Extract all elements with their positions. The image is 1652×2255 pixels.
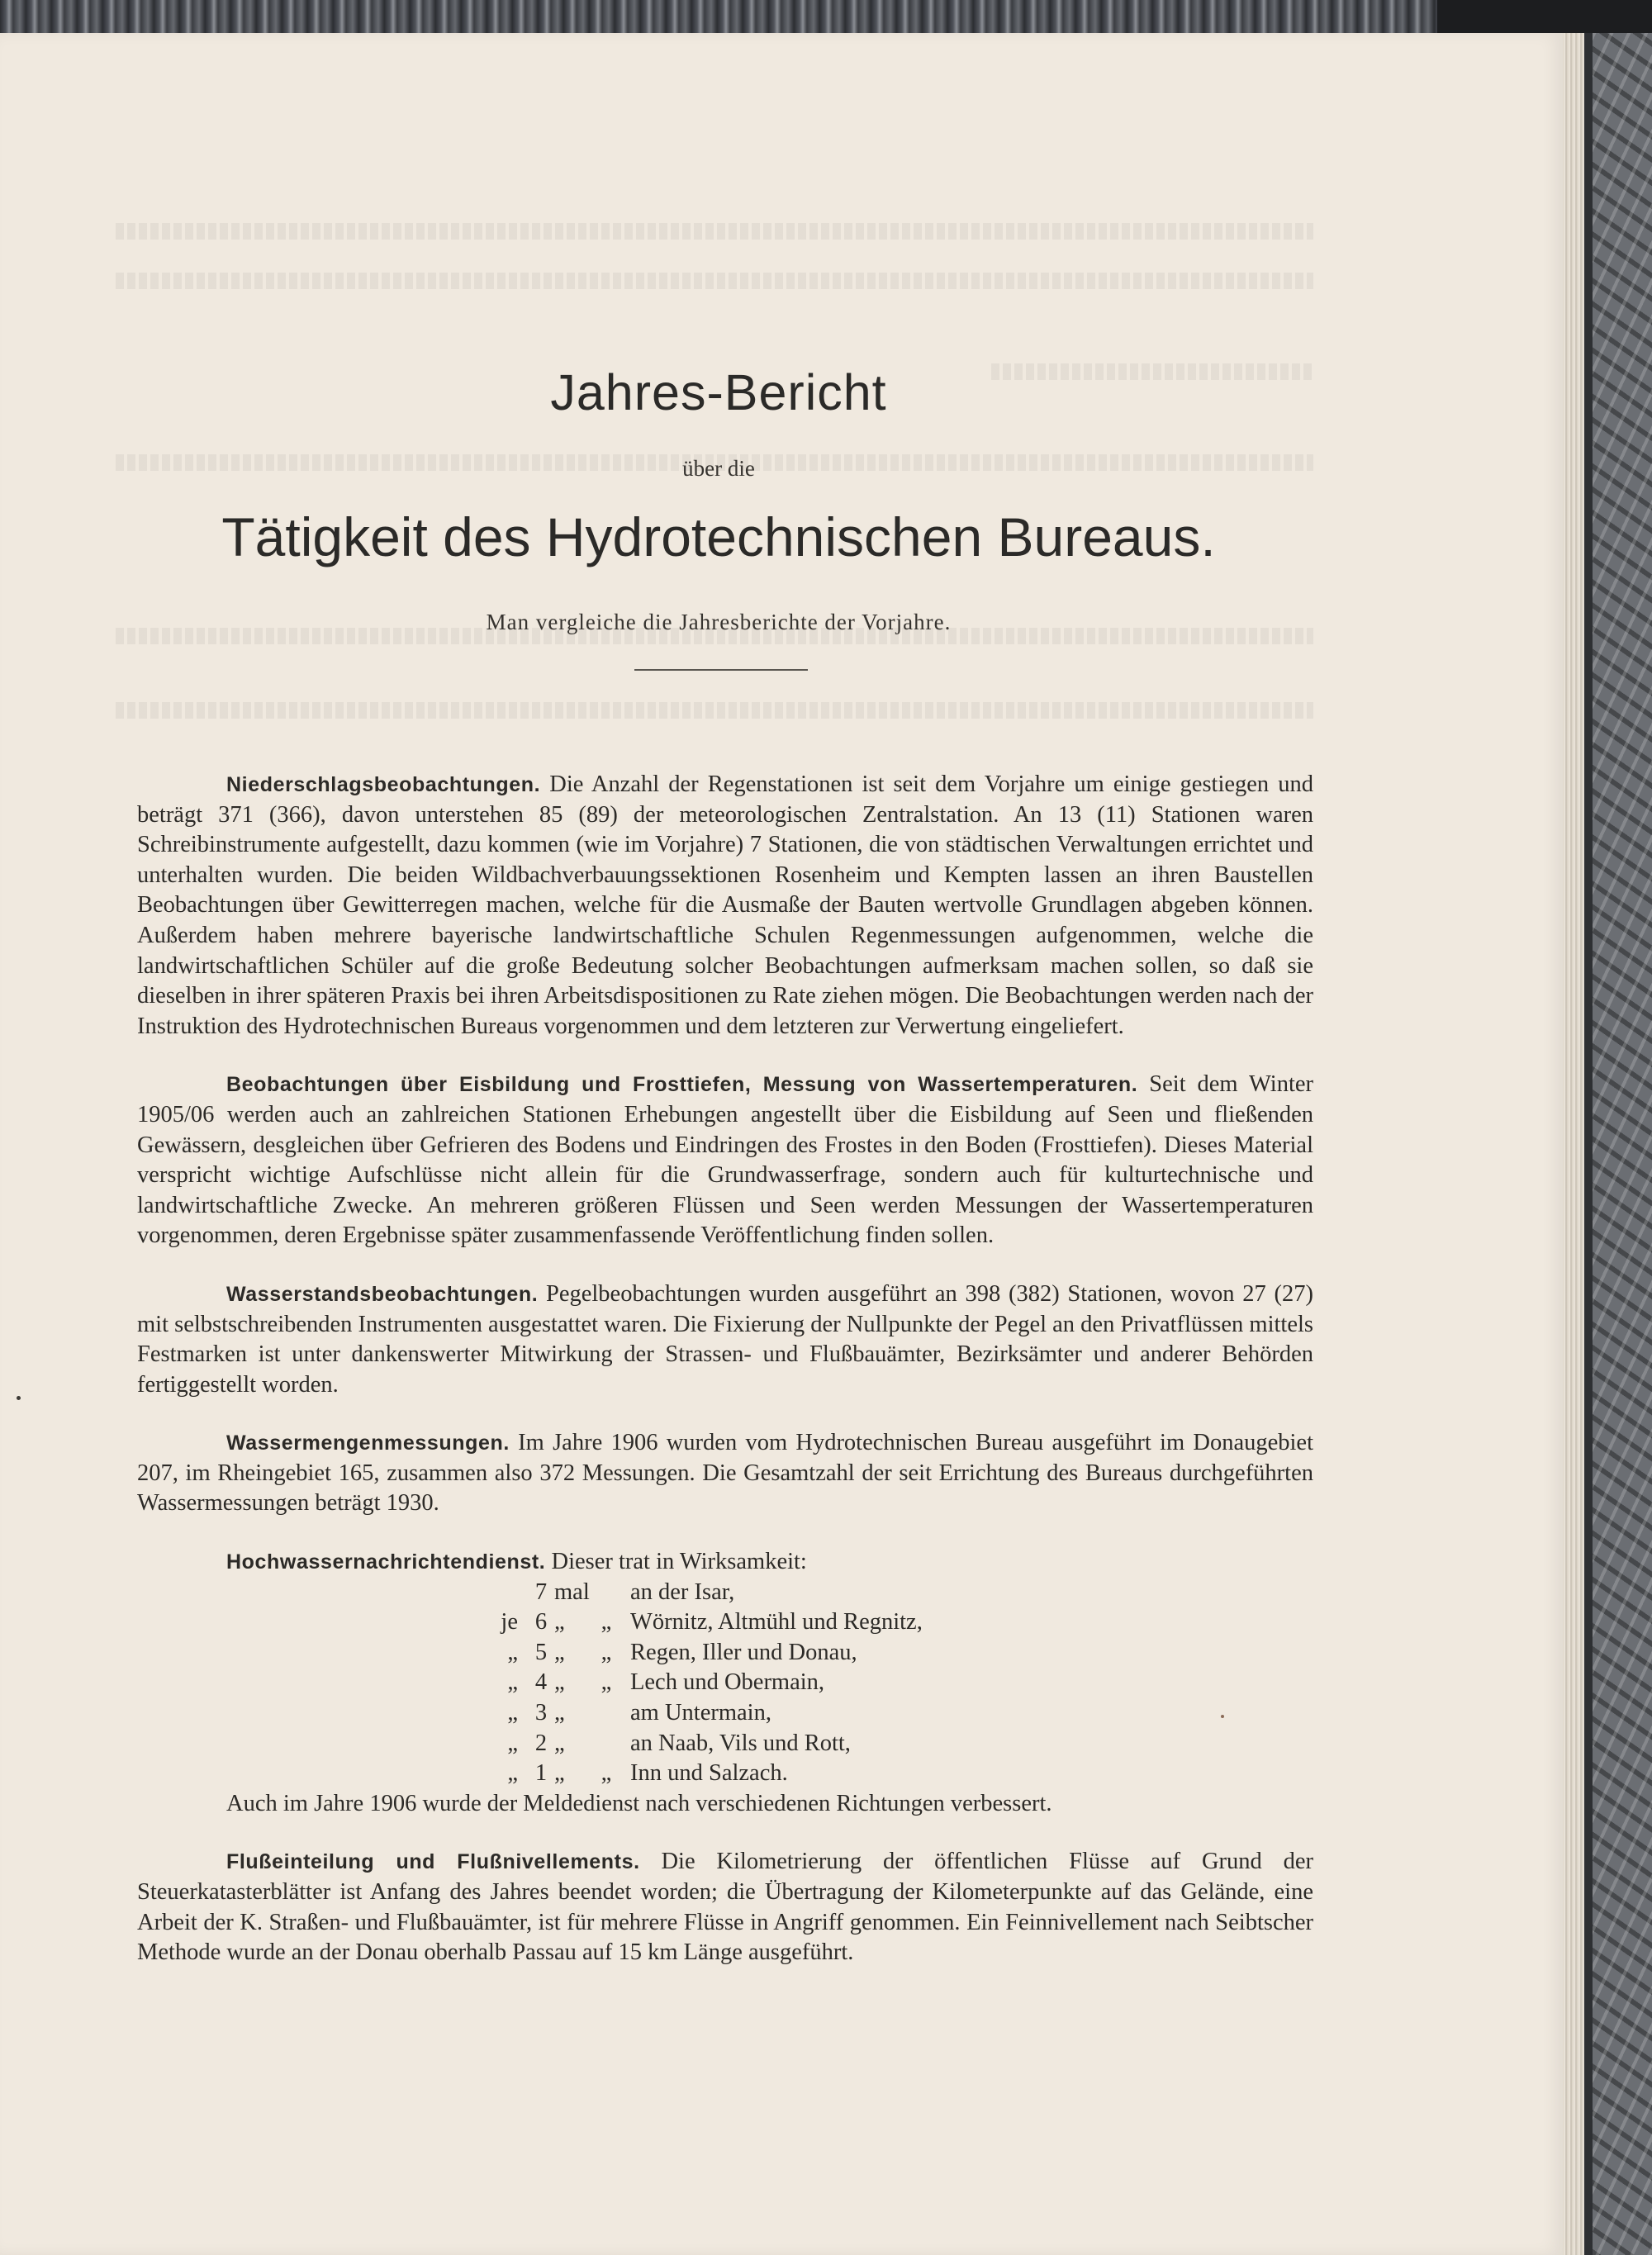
hochwasser-list-item: 7 mal an der Isar, (534, 1578, 735, 1605)
show-through (116, 702, 1313, 719)
section-text: Im Jahre 1906 wurden vom Hydrotechnischen Bureau ausgeführt im Donaugebiet 207, im Rheingebiet 165, zusammen also 372 Messungen. Die Gesamtzahl der seit Errichtung des Bureaus durchgeführten Wassermessungen beträgt 1930. (137, 1430, 1313, 1517)
hochwasser-list-item: „ 4 „ „ Lech und Obermain, (507, 1669, 825, 1696)
report-body (137, 770, 1313, 1996)
hochwasser-list-item: „ 5 „ „ Regen, Iller und Donau, (507, 1639, 857, 1665)
section-heading: Hochwassernachrichtendienst. (226, 1550, 546, 1574)
section-text: Pegelbeobachtungen wurden ausgeführt an 398 (382) Stationen, wovon 27 (27) mit selbstschreibenden Instrumenten ausgestattet waren. Die Fixierung der Nullpunkte der Pegel an den Privatflüssen mittels Festmarken ist unter dankenswerter Mitwirkung der Strassen- und Flußbauämter, Bezirksämter und anderer Behörden fertiggestellt worden. (137, 1280, 1313, 1398)
section-heading: Beobachtungen über Eisbildung und Frosttiefen, Messung von Wassertemperaturen. (226, 1073, 1138, 1097)
hochwasser-intro (137, 1547, 1313, 1578)
section-heading: Wasserstandsbeobachtungen. (226, 1282, 539, 1306)
section-wassermengen (137, 1428, 1313, 1519)
section-text: Dieser trat in Wirksamkeit: (545, 1549, 807, 1575)
section-heading: Wassermengenmessungen. (226, 1431, 510, 1455)
section-heading: Niederschlagsbeobachtungen. (226, 773, 541, 796)
show-through (116, 223, 1313, 240)
document-subtitle: Tätigkeit des Hydrotechnischen Bureaus. (221, 506, 1216, 567)
hochwasser-list-item: „ 3 „ am Untermain, (507, 1700, 771, 1726)
paper-speck (1221, 1715, 1224, 1718)
section-flusseinteilung (137, 1847, 1313, 1968)
section-hochwasser (137, 1547, 1313, 1819)
divider-rule (634, 669, 808, 671)
hochwasser-list-item: „ 1 „ „ Inn und Salzach. (507, 1760, 788, 1787)
document-title: Jahres-Bericht (550, 364, 887, 420)
section-text: Die Anzahl der Regenstationen ist seit dem Vorjahre um einige gestiegen und beträgt 371 (366), davon unterstehen 85 (89) der meteorologischen Zentralstation. An 13 (11) Stationen waren Schreibinstrumente aufgestellt, dazu kommen (wie im Vorjahre) 7 Stationen, die von städtischen Verwaltungen errichtet und unterhalten wurden. Die beiden Wildbachverbauungssektionen Rosenheim und Kempten lassen an ihren Baustellen Beobachtungen über Gewitterregen machen, welche für die Ausmaße der Bauten wertvolle Grundlagen abgeben können. Außerdem haben mehrere bayerische landwirtschaftliche Schulen Regenmessungen aufgenommen, welche die landwirtschaftlichen Schüler auf die große Bedeutung solcher Beobachtungen aufmerksam machen sollen, so daß sie dieselben in ihrer späteren Praxis bei ihren Arbeitsdispositionen zu Rate ziehen mögen. Die Beobachtungen werden nach der Instruktion des Hydrotechnischen Bureaus vorgenommen und dem letzteren zur Verwertung eingeliefert. (137, 771, 1313, 1039)
hochwasser-list-item: je 6 „ „ Wörnitz, Altmühl und Regnitz, (501, 1609, 923, 1635)
title-connector: über die (682, 456, 755, 481)
reference-note: Man vergleiche die Jahresberichte der Vorjahre. (486, 610, 952, 634)
section-heading: Flußeinteilung und Flußnivellements. (226, 1850, 640, 1874)
section-niederschlag (137, 770, 1313, 1042)
hochwasser-outro: Auch im Jahre 1906 wurde der Meldedienst nach verschiedenen Richtungen verbessert. (226, 1790, 1052, 1816)
marbled-cover (1593, 33, 1652, 2255)
section-eisbildung (137, 1070, 1313, 1251)
section-text: Seit dem Winter 1905/06 werden auch an zahlreichen Stationen Erhebungen angestellt über die Eisbildung auf Seen und fließenden Gewässern, desgleichen über Gefrieren des Bodens und Eindringen des Frostes in den Boden (Frosttiefen). Dieses Material verspricht wichtige Aufschlüsse nicht allein für die Grundwasserfrage, sondern auch für kulturtechnische und landwirtschaftliche Zwecke. An mehreren größeren Flüssen und Seen werden Messungen der Wassertemperaturen vorgenommen, deren Ergebnisse später zusammenfassende Veröffentlichung finden sollen. (137, 1071, 1314, 1249)
page-edges (1563, 33, 1584, 2255)
hochwasser-list-item: „ 2 „ an Naab, Vils und Rott, (507, 1730, 851, 1756)
section-wasserstand (137, 1279, 1313, 1400)
show-through (116, 273, 1313, 289)
section-text: Die Kilometrierung der öffentlichen Flüsse auf Grund der Steuerkatasterblätter ist Anfang des Jahres beendet worden; die Übertragung der Kilometerpunkte auf das Gelände, eine Arbeit der K. Straßen- und Flußbauämter, ist für mehrere Flüsse in Angriff genommen. Ein Feinnivellement nach Seibtscher Methode wurde an der Donau oberhalb Passau auf 15 km Länge ausgeführt. (137, 1849, 1313, 1966)
paper-speck (17, 1396, 21, 1400)
book-cover-edge (1584, 33, 1593, 2255)
